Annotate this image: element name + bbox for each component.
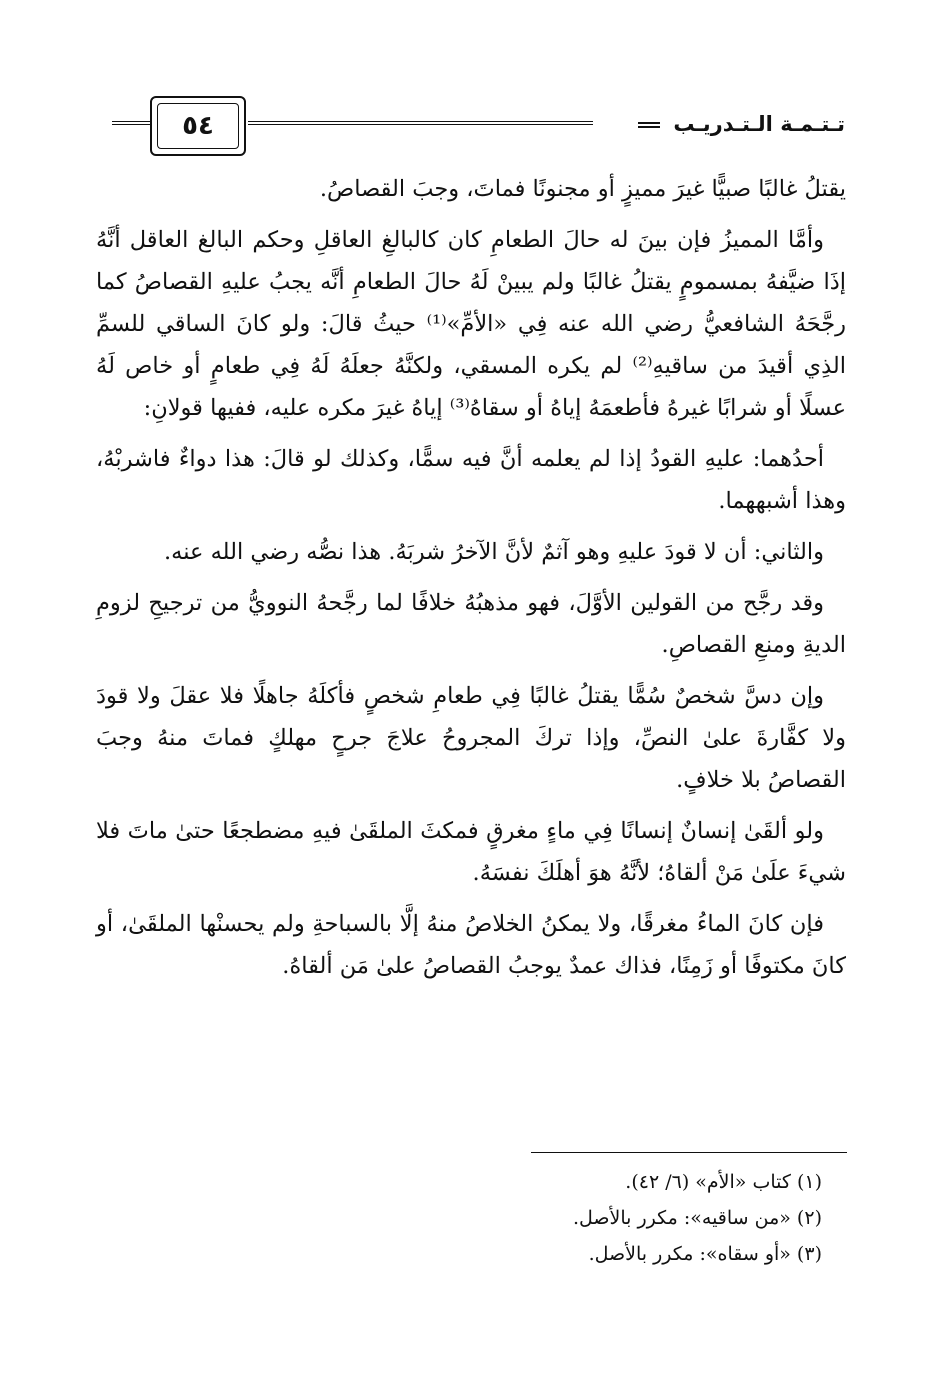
paragraph: وقد رجَّح من القولين الأوَّلَ، فهو مذهبُهُ خلافًا لما رجَّحهُ النوويُّ من ترجيحِ لزومِ الديةِ ومنعِ القصاصِ.	[96, 590, 846, 658]
paragraph: فإن كانَ الماءُ مغرقًا، ولا يمكنُ الخلاصُ منهُ إلَّا بالسباحةِ ولم يحسنْها الملقَىٰ، أو كانَ مكتوفًا أو زَمِنًا، فذاك عمدٌ يوجبُ القصاصُ علىٰ مَن ألقاهُ.	[96, 911, 846, 979]
paragraph: أحدُهما: عليهِ القودُ إذا لم يعلمه أنَّ فيه سمًّا، وكذلك لو قالَ: هذا دواءٌ فاشربْهُ، وهذا أشبههما.	[96, 446, 846, 514]
footnote: (٢) «من ساقيه»: مكرر بالأصل.	[572, 1207, 822, 1229]
running-title	[615, 110, 845, 138]
page-number: ٥٤	[182, 111, 214, 141]
title-double-dash	[638, 122, 660, 128]
header-rule-center	[248, 121, 593, 125]
footnote-separator	[531, 1152, 847, 1153]
footnotes	[200, 1164, 822, 1272]
paragraph: ولو ألقَىٰ إنسانٌ إنسانًا فِي ماءٍ مغرقٍ فمكثَ الملقَىٰ فيهِ مضطجعًا حتىٰ ماتَ فلا شيءَ علَىٰ مَنْ ألقاهُ؛ لأنَّهُ هوَ أهلَكَ نفسَهُ.	[96, 818, 846, 886]
footnote: (٣) «أو سقاه»: مكرر بالأصل.	[588, 1243, 822, 1265]
footnote: (١) كتاب «الأم» (٦/ ٤٢).	[625, 1171, 822, 1193]
header-rule-left	[112, 121, 150, 125]
page-number-frame	[150, 96, 246, 156]
running-title-text: تـتـمـة الـتـدريـب	[673, 112, 845, 136]
paragraph: وإن دسَّ شخصٌ سُمًّا يقتلُ غالبًا فِي طعامِ شخصٍ فأكلَهُ جاهلًا فلا عقلَ ولا قودَ ولا كفَّارةَ علىٰ النصِّ، وإذا تركَ المجروحُ علاجَ جرحٍ مهلكٍ فماتَ منهُ وجبَ القصاصُ بلا خلافٍ.	[96, 683, 846, 793]
page-header	[100, 96, 845, 158]
paragraph: يقتلُ غالبًا صبيًّا غيرَ مميزٍ أو مجنونًا فماتَ، وجبَ القصاصُ.	[319, 176, 846, 202]
main-text	[96, 168, 846, 996]
paragraph: وأمَّا المميزُ فإن بينَ له حالَ الطعامِ كان كالبالغِ العاقلِ وحكم البالغ العاقل أنَّهُ إذَا ضيَّفهُ بمسمومٍ يقتلُ غالبًا ولم يبينْ لَهُ حالَ الطعامِ أنَّه يجبُ عليهِ القصاصُ كما رجَّحَهُ الشافعيُّ رضي الله عنه فِي «الأمِّ»⁽¹⁾ حيثُ قالَ: ولو كانَ الساقي للسمِّ الذِي أقيدَ من ساقيهِ⁽²⁾ لم يكره المسقي، ولكنَّهُ جعلَهُ لَهُ فِي طعامٍ أو خاص لَهُ عسلًا أو شرابًا غيرهُ فأطعمَهُ إياهُ أو سقاهُ⁽³⁾ إياهُ غيرَ مكره عليه، ففيها قولانِ:	[96, 227, 846, 421]
paragraph: والثاني: أن لا قودَ عليهِ وهو آثمٌ لأنَّ الآخرُ شربَهُ. هذا نصُّه رضي الله عنه.	[164, 539, 824, 565]
